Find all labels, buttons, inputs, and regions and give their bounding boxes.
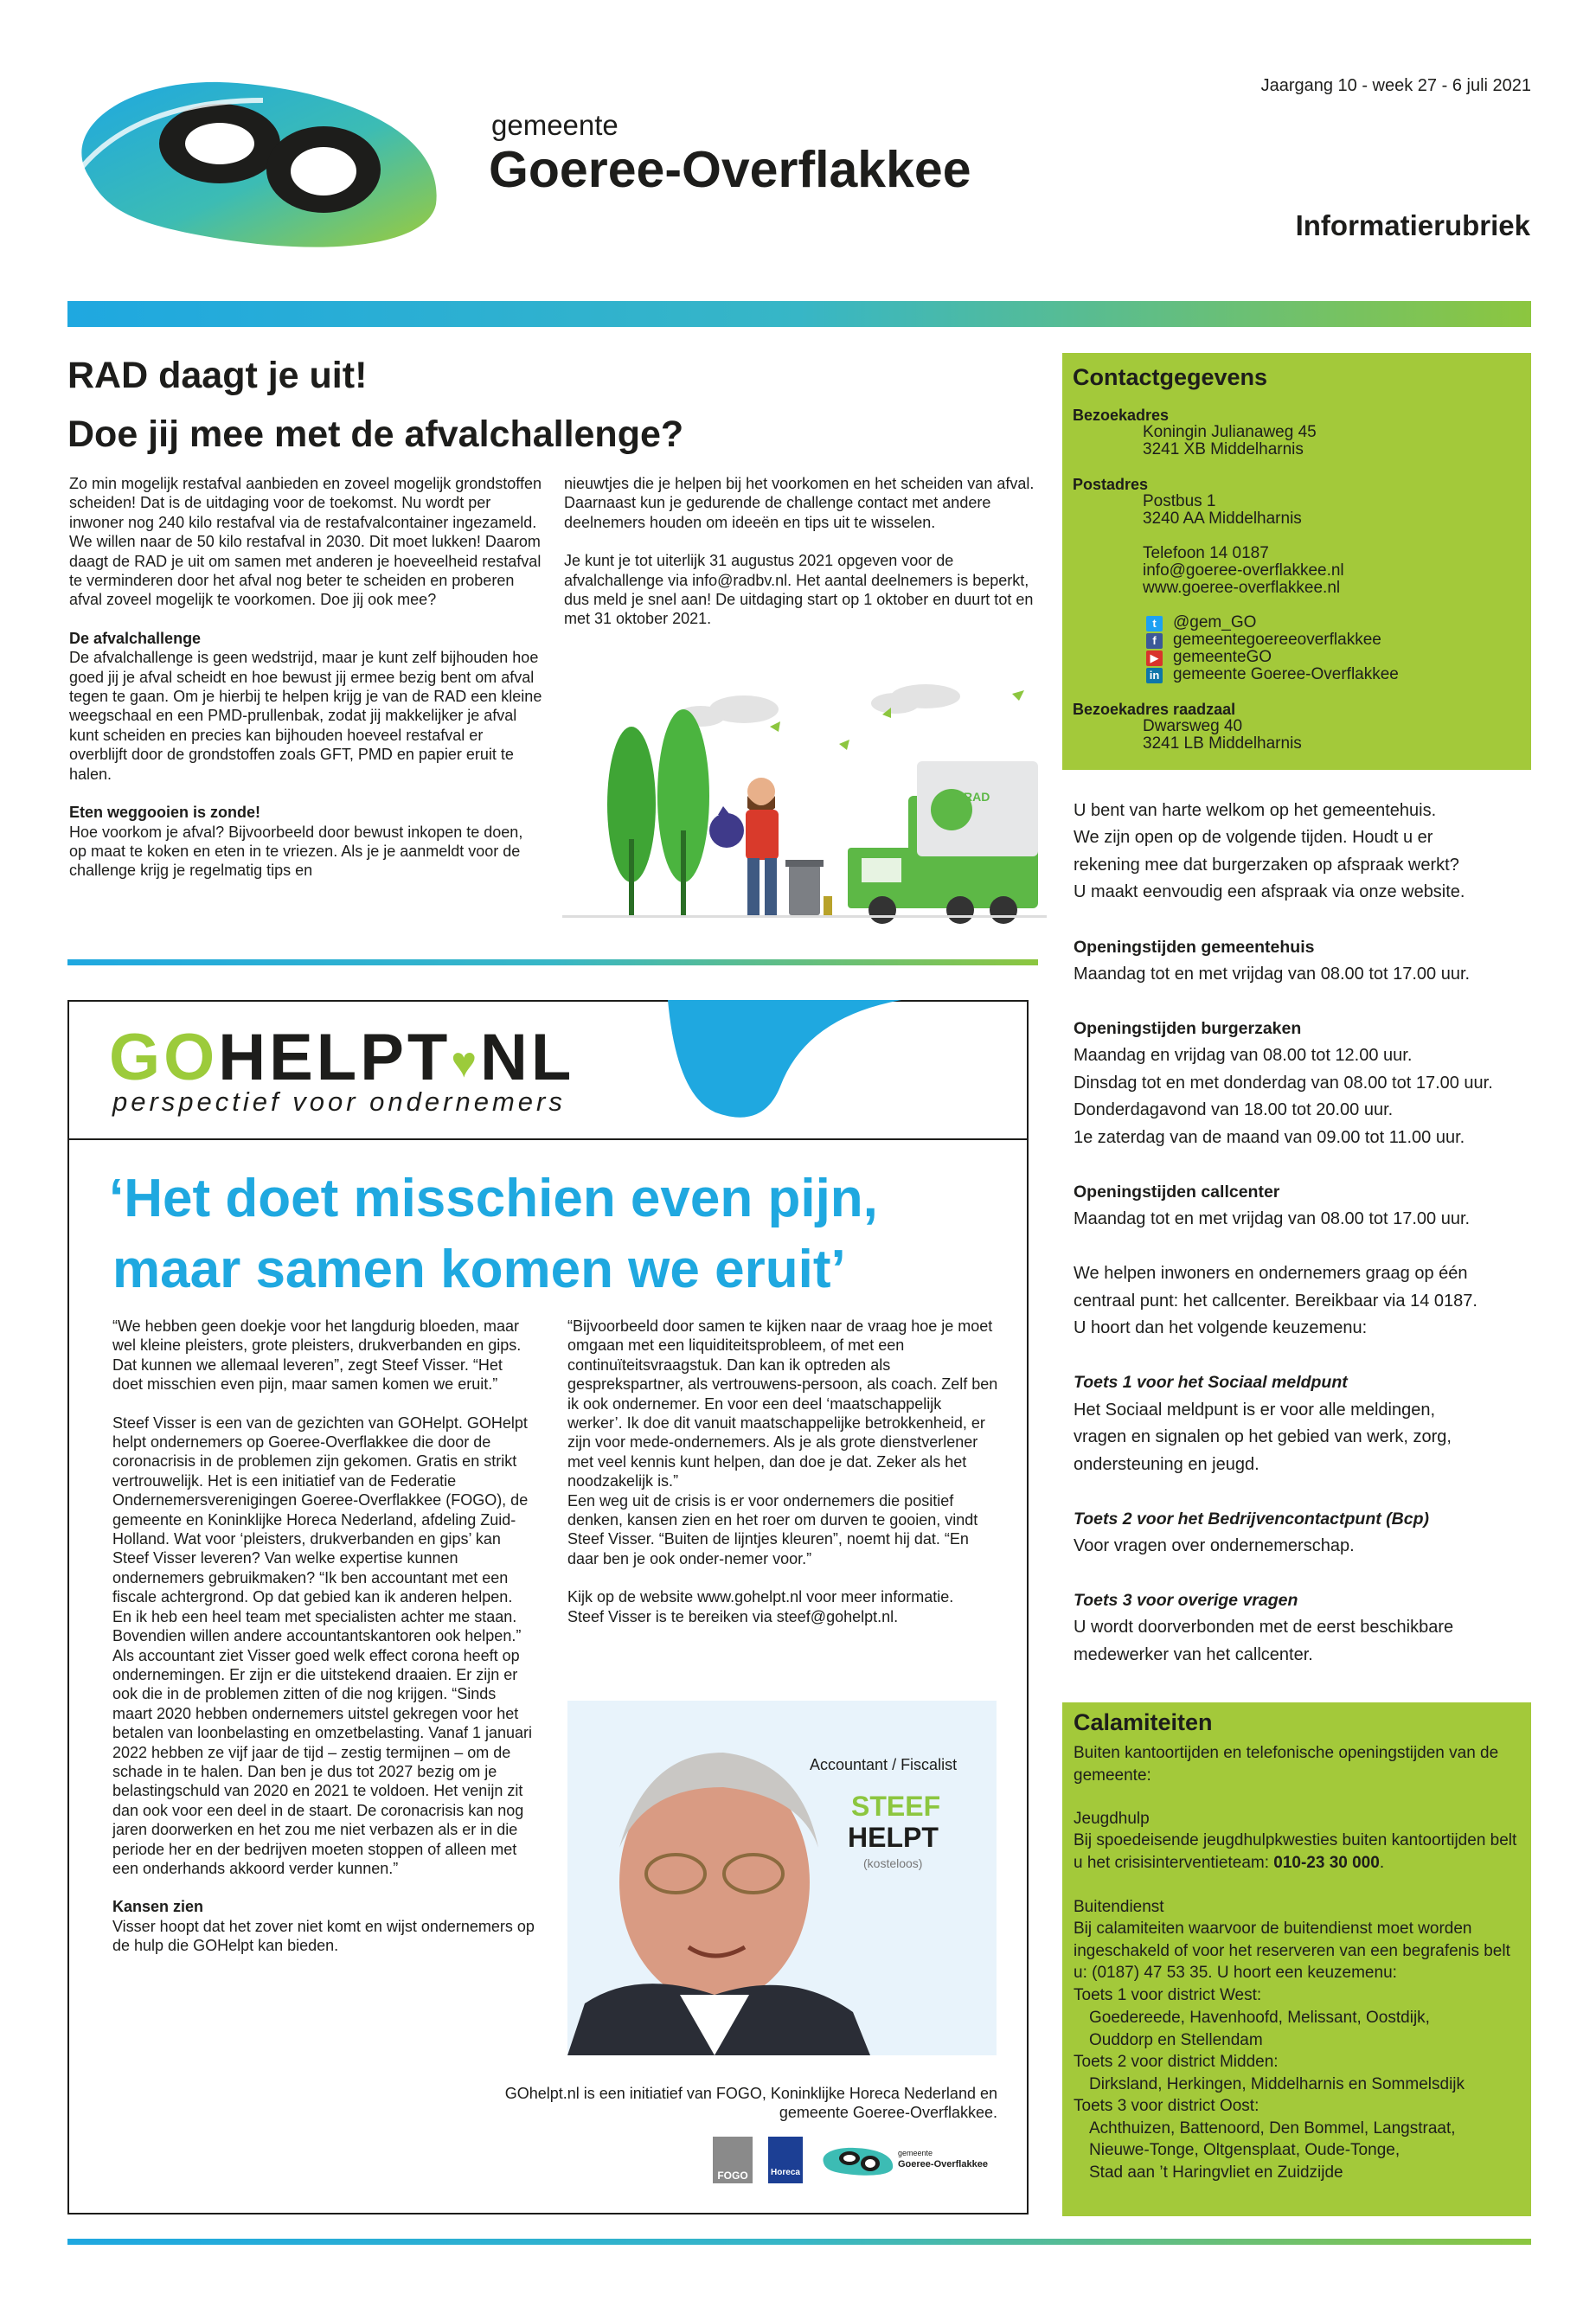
info-text: medewerker van het callcenter. <box>1074 1645 1313 1664</box>
portrait-photo <box>567 1701 997 2055</box>
contact-website[interactable]: www.goeree-overflakkee.nl <box>1143 579 1341 597</box>
portrait-figure <box>567 1701 997 2055</box>
top-divider <box>67 301 1531 327</box>
district-heading: Toets 3 voor district Oost: <box>1074 2097 1259 2115</box>
info-text: Voor vragen over ondernemerschap. <box>1074 1536 1355 1555</box>
logo-helpt: HELPT <box>218 1021 452 1094</box>
municipality-small-logo <box>820 2145 894 2176</box>
contact-post-line: Postbus 1 <box>1143 492 1216 510</box>
horeca-logo <box>768 2137 803 2183</box>
contact-box <box>1062 353 1531 770</box>
gohelpt-paragraph: “Bijvoorbeeld door samen te kijken naar de vraag hoe je moet omgaan met een liquiditeitsprobleem, of met een continuïteitsvraagstuk. Dan kan ik optreden als gesprekspartner, als vertrouwens-persoon, als coach. Zelf ben ik ook ondernemer. En voor een deel ‘maatschappelijk werker’. Ik doe dit vanuit maatschappelijke betrokkenheid, er zijn voor mede-ondernemers. Als je als grote dienstverlener met veel kennis kunt helpen, dan doe je dat. Zeker als het noodzakelijk is.” <box>567 1317 998 1490</box>
info-text: Dinsdag tot en met donderdag van 08.00 tot 17.00 uur. <box>1074 1074 1493 1093</box>
waste-challenge-illustration <box>562 675 1047 926</box>
calamities-title: Calamiteiten <box>1074 1709 1213 1735</box>
rad-headline-1: RAD daagt je uit! <box>67 355 368 396</box>
truck-label: RAD <box>964 790 990 804</box>
youth-phone[interactable]: 010-23 30 000 <box>1273 1853 1380 1872</box>
info-text: Maandag tot en met vrijdag van 08.00 tot 17.00 uur. <box>1074 965 1471 984</box>
portrait-note: (kosteloos) <box>863 1856 923 1870</box>
info-text: U bent van harte welkom op het gemeentehuis. <box>1074 801 1437 820</box>
district-places: Achthuizen, Battenoord, Den Bommel, Langstraat, <box>1089 2119 1456 2138</box>
district-places: Dirksland, Herkingen, Middelharnis en Sommelsdijk <box>1089 2075 1465 2093</box>
calamities-intro: Buiten kantoortijden en telefonische openingstijden van de gemeente: <box>1074 1744 1499 1785</box>
info-option-heading: Toets 3 voor overige vragen <box>1074 1591 1298 1610</box>
contact-email[interactable]: info@goeree-overflakkee.nl <box>1143 561 1344 580</box>
youtube-icon[interactable]: ▶ <box>1146 651 1163 666</box>
rad-subheading: Eten weggooien is zonde! <box>69 804 261 822</box>
gohelpt-paragraph: Steef Visser is een van de gezichten van GOHelpt. GOHelpt helpt ondernemers op Goeree-Overflakkee die door de coronacrisis in de problemen zijn gekomen. Gratis en strikt vertrouwelijk. Het is een initiatief van de Federatie Ondernemersverenigingen Goeree-Overflakkee (FOGO), de gemeente en Koninklijke Horeca Nederland, afdeling Zuid-Holland. Wat voor ‘pleisters, drukverbanden en gips’ kan Steef Visser leveren? Van welke expertise kunnen ondernemers gebruikmaken? “Ik ben accountant met een fiscale achtergrond. Op dat gebied kan ik anderen helpen. En ik heb een heel team met specialisten achter me staan. Bovendien willen andere accountantskantoren ook helpen.” <box>112 1413 529 1645</box>
fogo-logo <box>713 2137 753 2183</box>
portrait-role: Accountant / Fiscalist <box>810 1756 958 1773</box>
gohelpt-headline-2: maar samen komen we eruit’ <box>112 1240 846 1299</box>
contact-post-line: 3240 AA Middelharnis <box>1143 510 1302 528</box>
district-heading: Toets 2 voor district Midden: <box>1074 2053 1279 2071</box>
logo-go: GO <box>109 1021 219 1094</box>
contact-council-line: 3241 LB Middelharnis <box>1143 734 1302 753</box>
rad-paragraph: nieuwtjes die je helpen bij het voorkomen en het scheiden van afval. Daarnaast kun je gedurende de challenge contact met andere deelnemers houden om ideeën en tips uit te wisselen. <box>564 475 1035 531</box>
district-places: Goedereede, Havenhoofd, Melissant, Oostdijk, <box>1089 2009 1430 2027</box>
section-title: Informatierubriek <box>1295 209 1530 241</box>
blue-corner-shape <box>668 1000 1027 1140</box>
linkedin-icon[interactable]: in <box>1146 668 1163 683</box>
info-heading: Openingstijden burgerzaken <box>1074 1019 1302 1038</box>
calamities-box <box>1062 1702 1531 2216</box>
district-heading: Toets 1 voor district West: <box>1074 1986 1262 2004</box>
gohelpt-footer-1: GOhelpt.nl is een initiatief van FOGO, Koninklijke Horeca Nederland en <box>504 2085 997 2102</box>
municipality-logo <box>64 74 445 247</box>
fogo-logo-text: FOGO <box>717 2170 748 2182</box>
info-text: Donderdagavond van 18.00 tot 20.00 uur. <box>1074 1100 1394 1119</box>
info-heading: Openingstijden gemeentehuis <box>1074 938 1315 957</box>
rad-subheading: De afvalchallenge <box>69 629 202 647</box>
gohelpt-footer-2: gemeente Goeree-Overflakkee. <box>779 2104 997 2121</box>
contact-council-line: Dwarsweg 40 <box>1143 717 1243 735</box>
calamities-heading: Jeugdhulp <box>1074 1810 1150 1828</box>
portrait-name-2: HELPT <box>848 1822 939 1853</box>
contact-phone: Telefoon 14 0187 <box>1143 544 1269 562</box>
rad-column-1 <box>69 474 543 881</box>
contact-visit-label: Bezoekadres <box>1073 407 1170 424</box>
info-text: 1e zaterdag van de maand van 09.00 tot 11.00 uur. <box>1074 1128 1465 1147</box>
youth-text: Bij spoedeisende jeugdhulpkwesties buiten kantoortijden belt u het crisisinterventieteam: <box>1074 1831 1517 1872</box>
masthead-title: Goeree-Overflakkee <box>489 141 971 198</box>
contact-visit-line: Koningin Julianaweg 45 <box>1143 423 1317 441</box>
rad-paragraph: Zo min mogelijk restafval aanbieden en zoveel mogelijk grondstoffen scheiden! Dat is de uitdaging voor de toekomst. Nu wordt per inwoner nog 240 kilo restafval via de restafvalcontainer ingezameld. We willen naar de 50 kilo restafval in 2030. Dit moet lukken! Daarom daagt de RAD je uit om samen met anderen je hoeveelheid restafval te verminderen door het afval nog beter te scheiden en proberen afval zoveel mogelijk te voorkomen. Doe jij ook mee? <box>69 475 542 609</box>
info-text: vragen en signalen op het gebied van werk, zorg, <box>1074 1427 1452 1446</box>
gohelpt-paragraph: “We hebben geen doekje voor het langdurig bloeden, maar wel kleine pleisters, grote pleisters, drukverbanden en gips. Dat kunnen we allemaal leveren”, zegt Steef Visser. “Het doet misschien even pijn, maar samen komen we eruit.” <box>112 1317 522 1394</box>
logo-nl: NL <box>480 1021 575 1094</box>
gohelpt-paragraph: Steef Visser is te bereiken via steef@gohelpt.nl. <box>567 1607 899 1625</box>
info-text: We zijn open op de volgende tijden. Houdt u er <box>1074 828 1433 847</box>
rad-column-2 <box>564 474 1035 629</box>
info-option-heading: Toets 1 voor het Sociaal meldpunt <box>1074 1373 1348 1392</box>
info-option-heading: Toets 2 voor het Bedrijvencontactpunt (Bcp) <box>1074 1509 1429 1529</box>
youth-end: . <box>1379 1853 1385 1872</box>
gohelpt-column-1 <box>112 1317 535 1956</box>
info-heading: Openingstijden callcenter <box>1074 1183 1280 1202</box>
bottom-divider <box>67 2239 1531 2245</box>
gohelpt-column-2 <box>567 1317 1000 1626</box>
info-text: U wordt doorverbonden met de eerst beschikbare <box>1074 1618 1454 1637</box>
info-text: U hoort dan het volgende keuzemenu: <box>1074 1318 1368 1337</box>
rad-paragraph: Hoe voorkom je afval? Bijvoorbeeld door bewust inkopen te doen, op maat te koken en eten in te vriezen. Als je je aanmeldt voor de challenge krijg je regelmatig tips en <box>69 823 523 880</box>
rad-paragraph: Je kunt je tot uiterlijk 31 augustus 2021 opgeven voor de afvalchallenge via info@radbv.nl. Het aantal deelnemers is beperkt, dus meld je snel aan! De uitdaging start op 1 oktober en duurt tot en met 31 oktober 2021. <box>564 552 1034 628</box>
rad-divider <box>67 959 1038 965</box>
info-text: U maakt eenvoudig een afspraak via onze website. <box>1074 882 1465 901</box>
contact-twitter[interactable]: @gem_GO <box>1173 613 1257 631</box>
heart-icon: ♥ <box>451 1037 481 1086</box>
portrait-name-1: STEEF <box>851 1791 941 1822</box>
contact-post-label: Postadres <box>1073 476 1149 493</box>
info-text: rekening mee dat burgerzaken op afspraak werkt? <box>1074 856 1459 875</box>
contact-council-label: Bezoekadres raadzaal <box>1073 701 1236 718</box>
calamities-youth-text <box>1074 1830 1528 1874</box>
facebook-icon[interactable]: f <box>1146 633 1163 649</box>
info-text: Het Sociaal meldpunt is er voor alle meldingen, <box>1074 1400 1435 1420</box>
gohelpt-headline-1: ‘Het doet misschien even pijn, <box>109 1169 878 1228</box>
gohelpt-subheading: Kansen zien <box>112 1898 204 1916</box>
info-text: Maandag en vrijdag van 08.00 tot 12.00 uur. <box>1074 1046 1413 1065</box>
district-places: Nieuwe-Tonge, Oltgensplaat, Oude-Tonge, <box>1089 2141 1401 2159</box>
rad-headline-2: Doe jij mee met de afvalchallenge? <box>67 413 684 455</box>
calamities-heading: Buitendienst <box>1074 1898 1164 1916</box>
gohelpt-paragraph: Kijk op de website www.gohelpt.nl voor meer informatie. <box>567 1588 954 1606</box>
contact-facebook[interactable]: gemeentegoereeoverflakkee <box>1173 631 1381 649</box>
rad-paragraph: De afvalchallenge is geen wedstrijd, maar je kunt zelf bijhouden hoe goed jij je afval scheidt en hoe bewust jij ermee bezig bent om afval tegen te gaan. Om je hierbij te helpen krijg je van de RAD een kleine weegschaal en een PMD-prullenbak, zodat jij makkelijker je afval kunt scheiden en precies kan bijhouden hoeveel restafval er overblijft door de grondstoffen zoals GFT, PMD en papier eruit te halen. <box>69 649 542 783</box>
small-logo-pretitle: gemeente <box>898 2149 933 2157</box>
twitter-icon[interactable]: t <box>1146 616 1163 631</box>
contact-linkedin[interactable]: gemeente Goeree-Overflakkee <box>1173 665 1399 683</box>
horeca-logo-text: Horeca <box>771 2168 800 2177</box>
contact-visit-line: 3241 XB Middelharnis <box>1143 440 1304 458</box>
district-places: Stad aan ’t Haringvliet en Zuidzijde <box>1089 2163 1343 2182</box>
calamities-field-text: Bij calamiteiten waarvoor de buitendienst moet worden ingeschakeld of voor het reserveren van een begrafenis belt u: (0187) 47 53 35. U hoort een keuzemenu: <box>1074 1920 1510 1982</box>
small-logo-title: Goeree-Overflakkee <box>898 2159 988 2170</box>
district-places: Ouddorp en Stellendam <box>1089 2031 1263 2049</box>
gohelpt-paragraph: Als accountant ziet Visser goed welk effect corona heeft op ondernemingen. Er zijn er die uitstekend draaien. Er zijn er ook die in de problemen zitten of die nog krijgen. “Sinds maart 2020 hebben ondernemers uitstel gekregen voor het betalen van loonbelasting en omzetbelasting. Vanaf 1 januari 2022 hebben ze vijf jaar de tijd – zestig termijnen – om de schade in te halen. Dan ben je dus tot 2027 bezig om je belastingschuld van 2020 en 2021 te voldoen. Het venijn zit dan ook voor een deel in de staart. De coronacrisis kan nog jaren doorwerken en het zou me niet verbazen als er in die periode her en der bedrijven moeten stoppen of alleen met een onderhands akkoord verder kunnen.” <box>112 1646 533 1877</box>
contact-youtube[interactable]: gemeenteGO <box>1173 648 1272 666</box>
info-text: centraal punt: het callcenter. Bereikbaar via 14 0187. <box>1074 1292 1477 1311</box>
masthead-pretitle: gemeente <box>491 109 619 141</box>
gohelpt-paragraph: Visser hoopt dat het zover niet komt en wijst ondernemers op de hulp die GOHelpt kan bieden. <box>112 1917 535 1955</box>
contact-title: Contactgegevens <box>1073 364 1268 390</box>
info-text: We helpen inwoners en ondernemers graag op één <box>1074 1264 1468 1283</box>
gohelpt-paragraph: Een weg uit de crisis is er voor ondernemers die positief denken, kansen zien en het roer om durven te gooien, vindt Steef Visser. “Buiten de lijntjes kleuren”, noemt hij dat. “En daar ben je ook onder-nemer voor.” <box>567 1491 978 1567</box>
info-text: ondersteuning en jeugd. <box>1074 1455 1259 1474</box>
edition-line: Jaargang 10 - week 27 - 6 juli 2021 <box>1260 76 1531 95</box>
info-text: Maandag tot en met vrijdag van 08.00 tot 17.00 uur. <box>1074 1209 1471 1228</box>
gohelpt-tagline: perspectief voor ondernemers <box>112 1086 566 1117</box>
